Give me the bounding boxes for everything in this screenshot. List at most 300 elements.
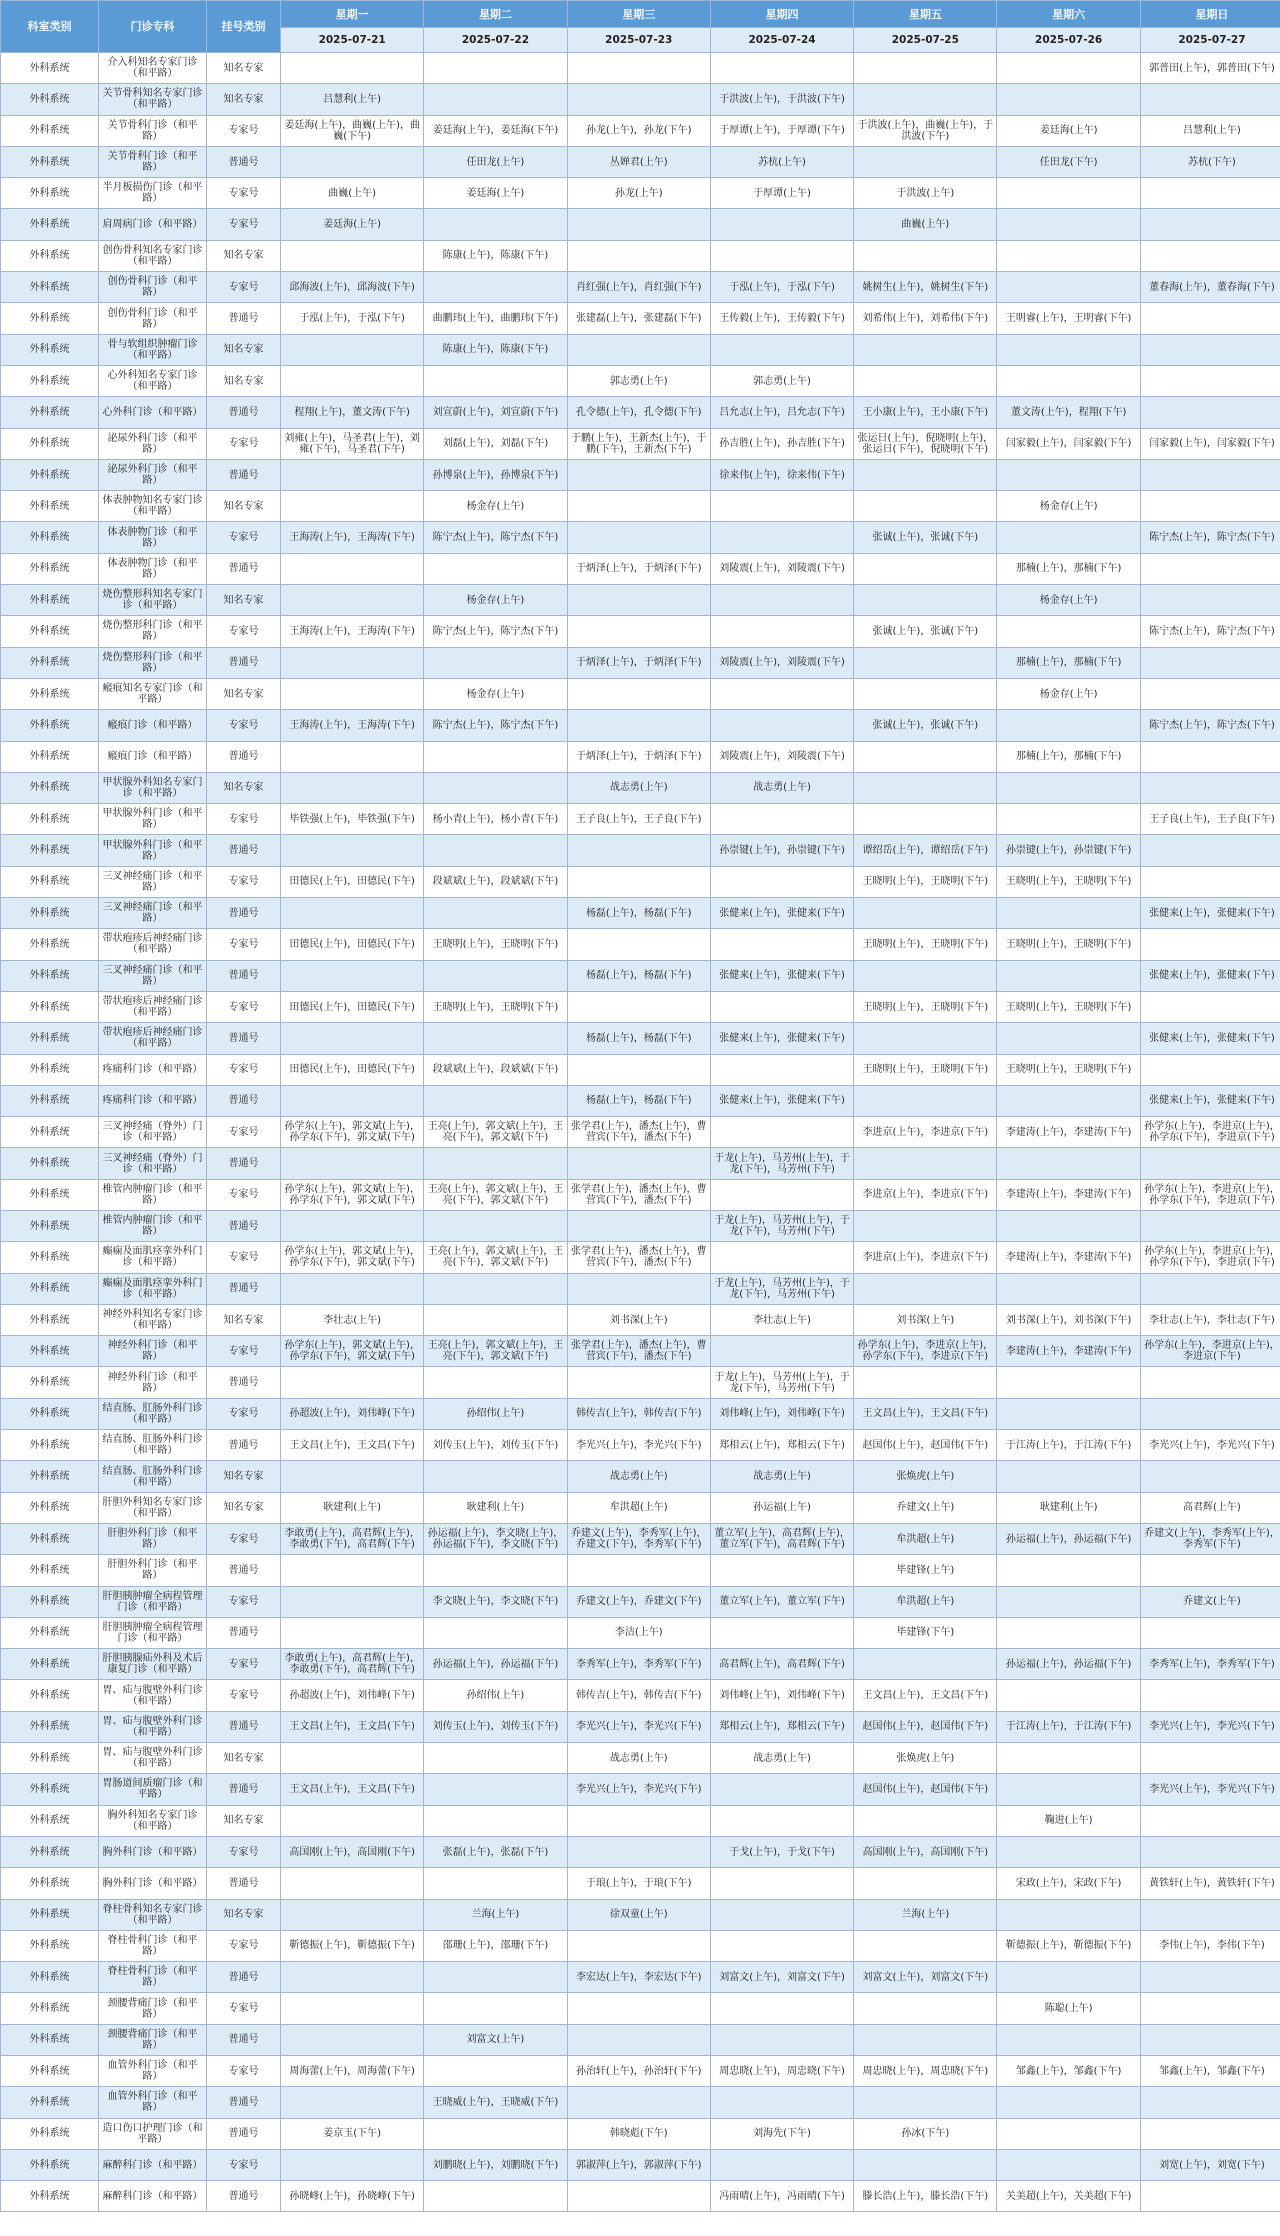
row-day-schedule bbox=[854, 1148, 997, 1179]
row-day-schedule: 王海涛(上午)，王海涛(下午) bbox=[281, 710, 424, 741]
row-day-schedule bbox=[997, 804, 1140, 835]
row-day-schedule: 李光兴(上午)，李光兴(下午) bbox=[1140, 1774, 1280, 1805]
row-day-schedule: 张学君(上午)，潘杰(上午)，曹营宾(下午)，潘杰(下午) bbox=[567, 1117, 710, 1148]
row-day-schedule: 孙崇键(上午)，孙崇键(下午) bbox=[997, 835, 1140, 866]
row-clinic: 肝胆外科门诊（和平路） bbox=[99, 1555, 207, 1586]
row-type: 普通号 bbox=[207, 1023, 281, 1054]
row-day-schedule bbox=[997, 178, 1140, 209]
row-day-schedule: 闫家毅(上午)，闫家毅(下午) bbox=[997, 428, 1140, 459]
row-day-schedule: 姜廷海(上午) bbox=[281, 209, 424, 240]
row-day-schedule bbox=[567, 835, 710, 866]
table-row bbox=[1, 585, 1280, 616]
row-category: 外科系统 bbox=[1, 1962, 99, 1993]
row-day-schedule: 张焕虎(上午) bbox=[854, 1461, 997, 1492]
row-clinic: 肝胆胰腺疝外科及术后康复门诊（和平路） bbox=[99, 1649, 207, 1680]
row-day-schedule: 冯雨晴(上午)，冯雨晴(下午) bbox=[710, 2181, 853, 2212]
row-day-schedule bbox=[854, 459, 997, 490]
row-category: 外科系统 bbox=[1, 960, 99, 991]
row-clinic: 肝胆外科门诊（和平路） bbox=[99, 1523, 207, 1554]
row-day-schedule bbox=[281, 585, 424, 616]
row-day-schedule bbox=[1140, 240, 1280, 271]
table-row bbox=[1, 1461, 1280, 1492]
row-clinic: 甲状腺外科门诊（和平路） bbox=[99, 835, 207, 866]
row-day-schedule: 孙学东(上午)，郭文斌(上午)，孙学东(下午)，郭文斌(下午) bbox=[281, 1336, 424, 1367]
row-type: 知名专家 bbox=[207, 365, 281, 396]
row-day-schedule bbox=[854, 898, 997, 929]
row-day-schedule: 王晓明(上午)，王晓明(下午) bbox=[424, 991, 567, 1022]
row-day-schedule bbox=[424, 1962, 567, 1993]
row-day-schedule: 李壮志(上午) bbox=[281, 1304, 424, 1335]
row-day-schedule: 耿建利(上午) bbox=[997, 1492, 1140, 1523]
row-clinic: 颈腰背痛门诊（和平路） bbox=[99, 1993, 207, 2024]
row-day-schedule: 孙晓峰(上午)，孙晓峰(下午) bbox=[281, 2181, 424, 2212]
row-day-schedule bbox=[854, 1273, 997, 1304]
row-category: 外科系统 bbox=[1, 1398, 99, 1429]
row-day-schedule bbox=[710, 522, 853, 553]
row-day-schedule bbox=[1140, 1836, 1280, 1867]
row-day-schedule bbox=[854, 491, 997, 522]
row-day-schedule: 张学君(上午)，潘杰(上午)，曹营宾(下午)，潘杰(下午) bbox=[567, 1242, 710, 1273]
row-day-schedule: 孙龙(上午) bbox=[567, 178, 710, 209]
row-day-schedule bbox=[567, 1273, 710, 1304]
row-day-schedule: 王亮(上午)，郭文斌(上午)，王亮(下午)，郭文斌(下午) bbox=[424, 1117, 567, 1148]
row-day-schedule bbox=[710, 240, 853, 271]
row-day-schedule: 于龙(上午)，马芳州(上午)，于龙(下午)，马芳州(下午) bbox=[710, 1210, 853, 1241]
row-clinic: 胃、疝与腹壁外科门诊（和平路） bbox=[99, 1743, 207, 1774]
row-category: 外科系统 bbox=[1, 741, 99, 772]
row-type: 知名专家 bbox=[207, 491, 281, 522]
row-day-schedule: 孙学东(上午)，郭文斌(上午)，孙学东(下午)，郭文斌(下午) bbox=[281, 1242, 424, 1273]
row-day-schedule bbox=[1140, 741, 1280, 772]
row-day-schedule: 杨金存(上午) bbox=[997, 678, 1140, 709]
row-day-schedule bbox=[710, 1774, 853, 1805]
header-date: 2025-07-22 bbox=[424, 28, 567, 53]
row-day-schedule: 赵国伟(上午)，赵国伟(下午) bbox=[854, 1774, 997, 1805]
row-day-schedule: 李秀军(上午)，李秀军(下午) bbox=[1140, 1649, 1280, 1680]
row-clinic: 胸外科门诊（和平路） bbox=[99, 1868, 207, 1899]
row-type: 知名专家 bbox=[207, 84, 281, 115]
row-day-schedule bbox=[710, 616, 853, 647]
row-day-schedule bbox=[1140, 1899, 1280, 1930]
row-day-schedule bbox=[854, 678, 997, 709]
row-day-schedule bbox=[997, 2087, 1140, 2118]
row-clinic: 脊柱骨科门诊（和平路） bbox=[99, 1962, 207, 1993]
row-category: 外科系统 bbox=[1, 1868, 99, 1899]
row-day-schedule bbox=[281, 365, 424, 396]
row-clinic: 甲状腺外科门诊（和平路） bbox=[99, 804, 207, 835]
row-category: 外科系统 bbox=[1, 1617, 99, 1648]
row-day-schedule: 张健来(上午)，张健来(下午) bbox=[710, 898, 853, 929]
row-day-schedule: 姜京玉(下午) bbox=[281, 2118, 424, 2149]
row-day-schedule: 战志勇(上午) bbox=[710, 1743, 853, 1774]
row-type: 普通号 bbox=[207, 459, 281, 490]
row-day-schedule bbox=[281, 1461, 424, 1492]
row-day-schedule bbox=[567, 2024, 710, 2055]
row-day-schedule: 王传毅(上午)，王传毅(下午) bbox=[710, 303, 853, 334]
row-clinic: 疼痛科门诊（和平路） bbox=[99, 1054, 207, 1085]
row-day-schedule: 张健来(上午)，张健来(下午) bbox=[710, 1023, 853, 1054]
row-day-schedule: 王子良(上午)，王子良(下午) bbox=[567, 804, 710, 835]
row-clinic: 结直肠、肛肠外科门诊（和平路） bbox=[99, 1398, 207, 1429]
row-day-schedule: 陈宁杰(上午)，陈宁杰(下午) bbox=[424, 710, 567, 741]
row-day-schedule: 于泓(上午)，于泓(下午) bbox=[710, 272, 853, 303]
row-clinic: 肩周病门诊（和平路） bbox=[99, 209, 207, 240]
row-category: 外科系统 bbox=[1, 1210, 99, 1241]
row-day-schedule: 邱海波(上午)，邱海波(下午) bbox=[281, 272, 424, 303]
row-day-schedule bbox=[567, 1805, 710, 1836]
row-day-schedule: 乔建文(上午)，乔建文(下午) bbox=[567, 1586, 710, 1617]
table-row bbox=[1, 1774, 1280, 1805]
row-day-schedule bbox=[281, 678, 424, 709]
row-day-schedule: 李光兴(上午)，李光兴(下午) bbox=[1140, 1430, 1280, 1461]
row-day-schedule: 任田龙(上午) bbox=[424, 146, 567, 177]
row-day-schedule: 张学君(上午)，潘杰(上午)，曹营宾(下午)，潘杰(下午) bbox=[567, 1336, 710, 1367]
row-clinic: 三叉神经痛门诊（和平路） bbox=[99, 960, 207, 991]
row-day-schedule bbox=[854, 1085, 997, 1116]
row-day-schedule bbox=[424, 365, 567, 396]
row-day-schedule bbox=[567, 929, 710, 960]
row-day-schedule bbox=[424, 84, 567, 115]
row-category: 外科系统 bbox=[1, 115, 99, 146]
row-category: 外科系统 bbox=[1, 428, 99, 459]
row-type: 专家号 bbox=[207, 1930, 281, 1961]
table-row bbox=[1, 491, 1280, 522]
row-day-schedule: 邹鑫(上午)，邹鑫(下午) bbox=[997, 2056, 1140, 2087]
row-day-schedule bbox=[854, 585, 997, 616]
row-clinic: 创伤骨科知名专家门诊（和平路） bbox=[99, 240, 207, 271]
row-day-schedule: 赵国伟(上午)，赵国伟(下午) bbox=[854, 1430, 997, 1461]
row-day-schedule: 毕建锋(上午) bbox=[854, 1555, 997, 1586]
row-day-schedule bbox=[424, 209, 567, 240]
row-type: 普通号 bbox=[207, 1273, 281, 1304]
row-category: 外科系统 bbox=[1, 2149, 99, 2180]
row-type: 专家号 bbox=[207, 804, 281, 835]
row-type: 知名专家 bbox=[207, 1461, 281, 1492]
row-category: 外科系统 bbox=[1, 1430, 99, 1461]
row-day-schedule: 刘传玉(上午)，刘传玉(下午) bbox=[424, 1711, 567, 1742]
row-day-schedule bbox=[854, 365, 997, 396]
row-day-schedule bbox=[281, 1805, 424, 1836]
row-day-schedule bbox=[567, 522, 710, 553]
row-day-schedule bbox=[281, 1993, 424, 2024]
row-day-schedule bbox=[281, 647, 424, 678]
row-type: 专家号 bbox=[207, 1586, 281, 1617]
table-row bbox=[1, 1993, 1280, 2024]
row-day-schedule bbox=[281, 491, 424, 522]
row-day-schedule: 董立军(上午)，董立军(下午) bbox=[710, 1586, 853, 1617]
row-clinic: 体表肿物知名专家门诊（和平路） bbox=[99, 491, 207, 522]
row-day-schedule bbox=[424, 1023, 567, 1054]
row-day-schedule: 张健来(上午)，张健来(下午) bbox=[1140, 898, 1280, 929]
header-date: 2025-07-23 bbox=[567, 28, 710, 53]
row-clinic: 烧伤整形科门诊（和平路） bbox=[99, 616, 207, 647]
row-clinic: 胸外科门诊（和平路） bbox=[99, 1836, 207, 1867]
row-day-schedule: 孙吉胜(上午)，孙吉胜(下午) bbox=[710, 428, 853, 459]
row-day-schedule bbox=[710, 1930, 853, 1961]
row-day-schedule bbox=[1140, 1680, 1280, 1711]
row-day-schedule: 刘书深(上午) bbox=[854, 1304, 997, 1335]
row-day-schedule bbox=[424, 1148, 567, 1179]
row-day-schedule: 姚树生(上午)，姚树生(下午) bbox=[854, 272, 997, 303]
row-clinic: 泌尿外科门诊（和平路） bbox=[99, 459, 207, 490]
row-day-schedule bbox=[281, 2149, 424, 2180]
row-day-schedule: 陈宁杰(上午)，陈宁杰(下午) bbox=[424, 616, 567, 647]
row-clinic: 血管外科门诊（和平路） bbox=[99, 2056, 207, 2087]
row-category: 外科系统 bbox=[1, 397, 99, 428]
row-type: 专家号 bbox=[207, 1179, 281, 1210]
row-day-schedule: 李伟(上午)，李伟(下午) bbox=[1140, 1930, 1280, 1961]
table-row bbox=[1, 1899, 1280, 1930]
row-day-schedule: 周忠晓(上午)，周忠晓(下午) bbox=[854, 2056, 997, 2087]
table-row bbox=[1, 53, 1280, 84]
row-day-schedule: 那楠(上午)，那楠(下午) bbox=[997, 553, 1140, 584]
row-category: 外科系统 bbox=[1, 991, 99, 1022]
row-day-schedule: 刘书深(上午) bbox=[567, 1304, 710, 1335]
row-day-schedule bbox=[997, 1774, 1140, 1805]
row-day-schedule bbox=[710, 2087, 853, 2118]
row-day-schedule bbox=[854, 1649, 997, 1680]
row-day-schedule bbox=[854, 1367, 997, 1398]
row-day-schedule bbox=[997, 772, 1140, 803]
row-clinic: 关节骨科门诊（和平路） bbox=[99, 115, 207, 146]
row-day-schedule: 高国刚(上午)，高国刚(下午) bbox=[281, 1836, 424, 1867]
row-day-schedule: 孙学东(上午)，郭文斌(上午)，孙学东(下午)，郭文斌(下午) bbox=[281, 1117, 424, 1148]
row-day-schedule: 张建磊(上午)，张建磊(下午) bbox=[567, 303, 710, 334]
row-day-schedule bbox=[424, 772, 567, 803]
row-day-schedule bbox=[567, 585, 710, 616]
row-day-schedule bbox=[854, 772, 997, 803]
row-day-schedule bbox=[997, 1210, 1140, 1241]
row-category: 外科系统 bbox=[1, 365, 99, 396]
row-day-schedule: 张健来(上午)，张健来(下午) bbox=[1140, 1023, 1280, 1054]
header-date: 2025-07-25 bbox=[854, 28, 997, 53]
row-category: 外科系统 bbox=[1, 553, 99, 584]
row-day-schedule: 杨金存(上午) bbox=[424, 585, 567, 616]
table-row bbox=[1, 1430, 1280, 1461]
row-type: 普通号 bbox=[207, 647, 281, 678]
row-day-schedule bbox=[281, 2024, 424, 2055]
row-clinic: 神经外科门诊（和平路） bbox=[99, 1367, 207, 1398]
row-day-schedule: 毕铁强(上午)，毕铁强(下午) bbox=[281, 804, 424, 835]
row-day-schedule: 杨磊(上午)，杨磊(下午) bbox=[567, 960, 710, 991]
row-clinic: 癫痫及面肌痉挛外科门诊（和平路） bbox=[99, 1273, 207, 1304]
table-row bbox=[1, 1210, 1280, 1241]
row-day-schedule bbox=[567, 334, 710, 365]
row-day-schedule bbox=[1140, 1398, 1280, 1429]
row-day-schedule bbox=[997, 898, 1140, 929]
row-day-schedule bbox=[1140, 491, 1280, 522]
row-clinic: 神经外科门诊（和平路） bbox=[99, 1336, 207, 1367]
row-day-schedule: 刘伟峰(上午)，刘伟峰(下午) bbox=[710, 1680, 853, 1711]
row-day-schedule bbox=[1140, 1962, 1280, 1993]
row-day-schedule: 乔建文(上午) bbox=[854, 1492, 997, 1523]
row-day-schedule bbox=[1140, 334, 1280, 365]
row-day-schedule bbox=[567, 1836, 710, 1867]
row-day-schedule bbox=[1140, 929, 1280, 960]
row-day-schedule: 韩传吉(上午)，韩传吉(下午) bbox=[567, 1680, 710, 1711]
row-day-schedule bbox=[854, 146, 997, 177]
row-day-schedule: 李进京(上午)，李进京(下午) bbox=[854, 1179, 997, 1210]
row-day-schedule: 那楠(上午)，那楠(下午) bbox=[997, 741, 1140, 772]
row-day-schedule bbox=[424, 1273, 567, 1304]
row-type: 普通号 bbox=[207, 741, 281, 772]
row-day-schedule: 郭志勇(上午) bbox=[567, 365, 710, 396]
row-type: 普通号 bbox=[207, 146, 281, 177]
row-category: 外科系统 bbox=[1, 616, 99, 647]
row-day-schedule: 孙冰(下午) bbox=[854, 2118, 997, 2149]
row-day-schedule: 于炳泽(上午)，于炳泽(下午) bbox=[567, 741, 710, 772]
row-clinic: 带状疱疹后神经痛门诊（和平路） bbox=[99, 1023, 207, 1054]
table-row bbox=[1, 178, 1280, 209]
header-date: 2025-07-27 bbox=[1140, 28, 1280, 53]
row-day-schedule bbox=[424, 1868, 567, 1899]
row-day-schedule: 孙运福(上午)，李文晓(上午)，孙运福(下午)，李文晓(下午) bbox=[424, 1523, 567, 1554]
row-day-schedule bbox=[424, 553, 567, 584]
row-type: 知名专家 bbox=[207, 1492, 281, 1523]
row-day-schedule: 田德民(上午)，田德民(下午) bbox=[281, 1054, 424, 1085]
row-clinic: 麻醉科门诊（和平路） bbox=[99, 2149, 207, 2180]
row-category: 外科系统 bbox=[1, 1336, 99, 1367]
row-clinic: 神经外科知名专家门诊（和平路） bbox=[99, 1304, 207, 1335]
row-day-schedule: 李宏达(上午)，李宏达(下午) bbox=[567, 1962, 710, 1993]
row-day-schedule: 郑相云(上午)，郑相云(下午) bbox=[710, 1430, 853, 1461]
row-day-schedule bbox=[1140, 1210, 1280, 1241]
row-day-schedule bbox=[424, 1805, 567, 1836]
row-type: 普通号 bbox=[207, 1085, 281, 1116]
row-day-schedule: 张诚(上午)，张诚(下午) bbox=[854, 710, 997, 741]
row-day-schedule: 李敢勇(上午)，高君辉(上午)，李敢勇(下午)，高君辉(下午) bbox=[281, 1523, 424, 1554]
row-day-schedule: 滕长浩(上午)，滕长浩(下午) bbox=[854, 2181, 997, 2212]
row-day-schedule: 陈康(上午)，陈康(下午) bbox=[424, 240, 567, 271]
row-category: 外科系统 bbox=[1, 53, 99, 84]
row-day-schedule: 王文昌(上午)，王文昌(下午) bbox=[281, 1711, 424, 1742]
row-day-schedule: 刘富文(上午) bbox=[424, 2024, 567, 2055]
row-day-schedule bbox=[997, 1461, 1140, 1492]
row-category: 外科系统 bbox=[1, 1586, 99, 1617]
row-day-schedule: 张焕虎(上午) bbox=[854, 1743, 997, 1774]
row-day-schedule bbox=[997, 1148, 1140, 1179]
row-clinic: 烧伤整形科门诊（和平路） bbox=[99, 647, 207, 678]
row-day-schedule bbox=[1140, 459, 1280, 490]
row-day-schedule: 于厚谭(上午)，于厚谭(下午) bbox=[710, 115, 853, 146]
row-day-schedule bbox=[281, 1899, 424, 1930]
row-day-schedule bbox=[424, 1743, 567, 1774]
row-day-schedule: 于洪波(上午)，曲巍(上午)，于洪波(下午) bbox=[854, 115, 997, 146]
row-clinic: 甲状腺外科知名专家门诊（和平路） bbox=[99, 772, 207, 803]
row-day-schedule: 姜廷海(上午) bbox=[424, 178, 567, 209]
row-type: 普通号 bbox=[207, 960, 281, 991]
row-day-schedule: 刘伟峰(上午)，刘伟峰(下午) bbox=[710, 1398, 853, 1429]
row-day-schedule: 李文晓(上午)，李文晓(下午) bbox=[424, 1586, 567, 1617]
row-clinic: 半月板损伤门诊（和平路） bbox=[99, 178, 207, 209]
row-day-schedule: 王明睿(上午)，王明睿(下午) bbox=[997, 303, 1140, 334]
row-type: 知名专家 bbox=[207, 53, 281, 84]
table-row bbox=[1, 209, 1280, 240]
row-type: 知名专家 bbox=[207, 240, 281, 271]
row-day-schedule bbox=[710, 991, 853, 1022]
row-day-schedule bbox=[854, 1210, 997, 1241]
row-clinic: 脊柱骨科门诊（和平路） bbox=[99, 1930, 207, 1961]
row-day-schedule bbox=[281, 741, 424, 772]
row-day-schedule: 关美超(上午)，关美超(下午) bbox=[997, 2181, 1140, 2212]
table-row bbox=[1, 2056, 1280, 2087]
row-type: 知名专家 bbox=[207, 1899, 281, 1930]
row-day-schedule bbox=[1140, 647, 1280, 678]
row-day-schedule bbox=[997, 1085, 1140, 1116]
row-day-schedule bbox=[997, 1743, 1140, 1774]
row-clinic: 创伤骨科门诊（和平路） bbox=[99, 272, 207, 303]
row-day-schedule: 王晓明(上午)，王晓明(下午) bbox=[997, 929, 1140, 960]
row-day-schedule: 于鹏(上午)，王新杰(上午)，于鹏(下午)，王新杰(下午) bbox=[567, 428, 710, 459]
row-day-schedule: 刘陵震(上午)，刘陵震(下午) bbox=[710, 741, 853, 772]
header-day: 星期四 bbox=[710, 1, 853, 28]
row-day-schedule bbox=[854, 2024, 997, 2055]
row-day-schedule bbox=[710, 1805, 853, 1836]
row-clinic: 造口伤口护理门诊（和平路） bbox=[99, 2118, 207, 2149]
row-day-schedule: 李光兴(上午)，李光兴(下午) bbox=[567, 1711, 710, 1742]
row-day-schedule bbox=[567, 84, 710, 115]
row-day-schedule: 王海涛(上午)，王海涛(下午) bbox=[281, 616, 424, 647]
header-day: 星期三 bbox=[567, 1, 710, 28]
header-day: 星期一 bbox=[281, 1, 424, 28]
header-day: 星期日 bbox=[1140, 1, 1280, 28]
row-day-schedule: 曲巍(上午) bbox=[281, 178, 424, 209]
row-day-schedule: 李壮志(上午)，李壮志(下午) bbox=[1140, 1304, 1280, 1335]
row-day-schedule: 王晓明(上午)，王晓明(下午) bbox=[997, 1054, 1140, 1085]
table-row bbox=[1, 365, 1280, 396]
row-day-schedule bbox=[997, 710, 1140, 741]
table-row bbox=[1, 772, 1280, 803]
row-day-schedule: 李光兴(上午)，李光兴(下午) bbox=[567, 1774, 710, 1805]
row-day-schedule bbox=[1140, 2024, 1280, 2055]
table-row bbox=[1, 303, 1280, 334]
row-day-schedule: 孙学东(上午)，李进京(上午)，孙学东(下午)，李进京(下午) bbox=[1140, 1179, 1280, 1210]
row-type: 普通号 bbox=[207, 1962, 281, 1993]
row-type: 专家号 bbox=[207, 616, 281, 647]
table-row bbox=[1, 272, 1280, 303]
row-day-schedule bbox=[1140, 2087, 1280, 2118]
table-row bbox=[1, 647, 1280, 678]
row-day-schedule bbox=[1140, 553, 1280, 584]
row-day-schedule bbox=[424, 1367, 567, 1398]
row-category: 外科系统 bbox=[1, 1054, 99, 1085]
row-type: 专家号 bbox=[207, 1117, 281, 1148]
row-day-schedule bbox=[854, 334, 997, 365]
row-clinic: 肝胆胰肿瘤全病程管理门诊（和平路） bbox=[99, 1586, 207, 1617]
row-day-schedule: 兰海(上午) bbox=[424, 1899, 567, 1930]
row-type: 普通号 bbox=[207, 1555, 281, 1586]
row-clinic: 血管外科门诊（和平路） bbox=[99, 2087, 207, 2118]
row-day-schedule bbox=[281, 960, 424, 991]
row-day-schedule: 杨金存(上午) bbox=[997, 491, 1140, 522]
row-category: 外科系统 bbox=[1, 1023, 99, 1054]
row-category: 外科系统 bbox=[1, 209, 99, 240]
row-day-schedule bbox=[424, 1993, 567, 2024]
row-type: 专家号 bbox=[207, 929, 281, 960]
row-day-schedule: 李建涛(上午)，李建涛(下午) bbox=[997, 1179, 1140, 1210]
row-day-schedule: 战志勇(上午) bbox=[710, 1461, 853, 1492]
row-day-schedule bbox=[281, 835, 424, 866]
row-category: 外科系统 bbox=[1, 1367, 99, 1398]
row-category: 外科系统 bbox=[1, 1492, 99, 1523]
row-day-schedule: 程翔(上午)，董文涛(下午) bbox=[281, 397, 424, 428]
table-row bbox=[1, 1117, 1280, 1148]
table-row bbox=[1, 459, 1280, 490]
row-day-schedule bbox=[281, 1962, 424, 1993]
row-day-schedule: 刘富文(上午)，刘富文(下午) bbox=[854, 1962, 997, 1993]
row-clinic: 颈腰背痛门诊（和平路） bbox=[99, 2024, 207, 2055]
row-type: 普通号 bbox=[207, 1868, 281, 1899]
